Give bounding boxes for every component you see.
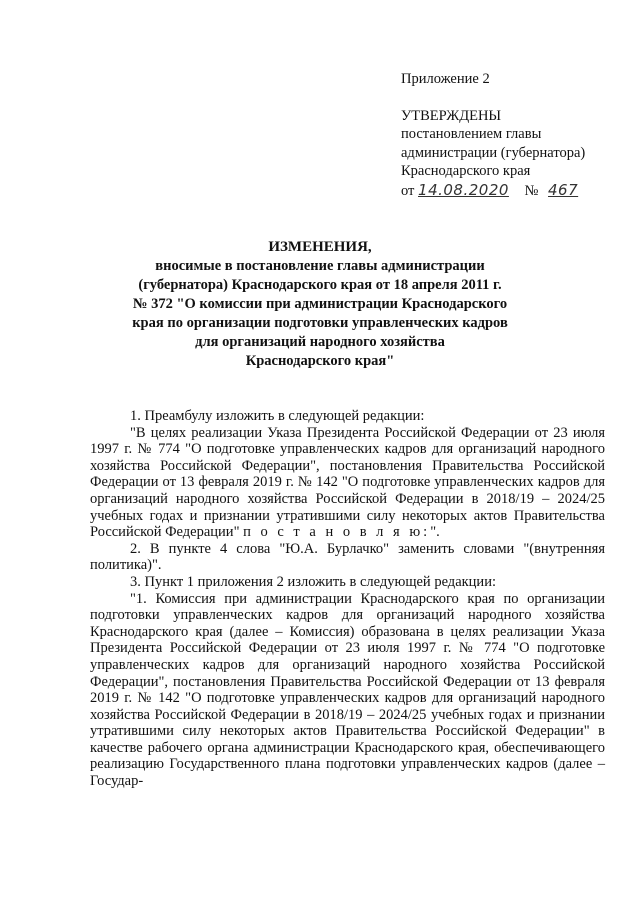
paragraph-2 — [90, 425, 605, 541]
approved-heading: УТВЕРЖДЕНЫ — [401, 107, 502, 124]
title-line: края по организации подготовки управленческих кадров — [132, 315, 508, 331]
title-line: Краснодарского края" — [245, 353, 395, 369]
document-body — [90, 408, 605, 790]
paragraph-2-spaced: п о с т а н о в л я ю: — [243, 524, 431, 541]
approval-line: постановлением главы — [401, 126, 542, 142]
title-line: (губернатора) Краснодарского края от 18 апреля 2011 г. — [138, 277, 502, 293]
title-main: ИЗМЕНЕНИЯ, — [268, 239, 372, 255]
paragraph-4: 3. Пункт 1 приложения 2 изложить в следующей редакции: — [130, 573, 496, 590]
paragraph-5: "1. Комиссия при администрации Краснодарского края по организации подготовки управленческих кадров для организаций народного хозяйства Краснодарского края (далее – Комиссия) образована в целях реализации Указа Президента Российской Федерации от 23 июля 1997 г. № 774 "О подготовке управленческих кадров для организаций народного хозяйства Российской Федерации", постановления Правительства Российской Федерации от 13 февраля 2019 г. № 142 "О подготовке управленческих кадров для организаций народного хозяйства Российской Федерации в 2018/19 – 2024/25 учебных годах и признании утратившими силу некоторых актов Правительства Российской Федерации" в качестве рабочего органа администрации Краснодарского края, обеспечивающего реализацию Государственного плана подготовки управленческих кадров (далее – Государ- — [90, 590, 605, 790]
approval-block — [401, 70, 621, 200]
appendix-label: Приложение 2 — [401, 71, 490, 87]
document-title — [80, 238, 560, 371]
paragraph-1: 1. Преамбулу изложить в следующей редакции: — [130, 408, 425, 424]
title-line: № 372 "О комиссии при администрации Краснодарского — [132, 296, 508, 312]
paragraph-2-text: "В целях реализации Указа Президента Российской Федерации от 23 июля 1997 г. № 774 "О подготовке управленческих кадров для организаций народного хозяйства Российской Федерации", постановления Правительства Российской Федерации от 13 февраля 2019 г. № 142 "О подготовке управленческих кадров для организаций народного хозяйства Российской Федерации в 2018/19 – 2024/25 учебных годах и признании утратившими силу некоторых актов Правительства Российской Федерации" — [90, 424, 605, 541]
number-sign: № — [524, 182, 539, 199]
paragraph-2-end: ". — [430, 524, 440, 541]
date-number-line — [401, 181, 621, 201]
date-prefix: от — [401, 182, 415, 199]
paragraph-3: 2. В пункте 4 слова "Ю.А. Бурлачко" заменить словами "(внутренняя политика)". — [90, 540, 605, 574]
handwritten-number: 467 — [548, 180, 579, 199]
approval-line: администрации (губернатора) — [401, 144, 586, 161]
approval-line: Краснодарского края — [401, 163, 531, 179]
handwritten-date: 14.08.2020 — [418, 180, 509, 199]
title-line: для организаций народного хозяйства — [195, 334, 445, 350]
title-line: вносимые в постановление главы администрации — [155, 258, 485, 274]
